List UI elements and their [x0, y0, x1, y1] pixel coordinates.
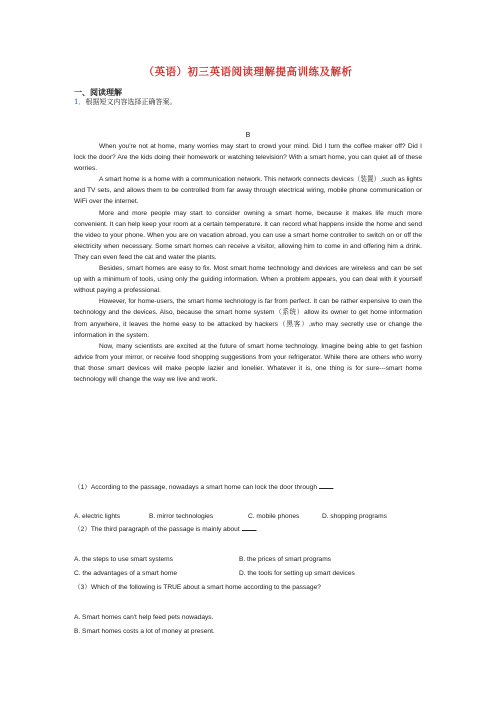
question-text: （3）Which of the following is TRUE about a smart home according to the passage? [74, 584, 321, 591]
question-end: . [332, 484, 335, 491]
paragraph: More and more people may start to consider owning a smart home, because it makes life much more convenient. It can help keep your room at a certain temperature. It can record what happens inside the home and send the video to your phone. When you are on vacation abroad, you can use a smart home controller to switch on or off the electricity when necessary. Some smart homes can receive a visitor, allowing him to come in and offering him a drink. They can even feed the cat and water the plants. [74, 209, 422, 261]
question-1-stem [74, 482, 335, 493]
paragraph: Besides, smart homes are easy to fix. Most smart home technology and devices are wireless and can be set up with a minimum of tools, using only the guiding information. When a problem appears, you can deal with it yourself without paying a professional. [74, 265, 422, 295]
option-b[interactable]: B. Smart homes costs a lot of money at present. [74, 628, 215, 635]
passage-body [74, 141, 422, 385]
document-title: （英语）初三英语阅读理解提高训练及解析 [143, 66, 353, 78]
question-number: 1． [74, 98, 86, 106]
question-text: （1）According to the passage, nowadays a smart home can lock the door through [74, 484, 318, 491]
instruction-text: 根据短文内容选择正确答案。 [85, 98, 177, 106]
passage-label: B [245, 132, 251, 139]
question-3-stem [74, 582, 321, 593]
option-b[interactable]: B. the prices of smart programs [239, 556, 331, 563]
question-end: . [255, 526, 258, 533]
section-heading: 一、阅读理解 [74, 88, 122, 97]
paragraph: Now, many scientists are excited at the future of smart home technology. Imagine being able to get fashion advice from your mirror, or receive food shopping suggestions from your refrigerator. While there are others who worry that those smart devices will make people lazier and lonelier. Whatever it is, one thing is for sure---smart home technology will change the way we live and work. [74, 342, 422, 383]
option-a[interactable]: A. the steps to use smart systems [74, 556, 173, 563]
option-b[interactable]: B. mirror technologies [149, 513, 214, 520]
paragraph: However, for home-users, the smart home technology is far from perfect. It can be rather expensive to own the technology and the devices. Also, because the smart home system（系统）allow its owner to get home information from anywhere, it leaves the home easy to be attacked by hackers（黑客）,who may secretly use or change the information in the system. [74, 298, 422, 339]
option-d[interactable]: D. the tools for setting up smart devices [239, 570, 355, 577]
answer-blank[interactable] [242, 524, 256, 531]
option-c[interactable]: C. mobile phones [248, 513, 300, 520]
paragraph: When you're not at home, many worries may start to crowd your mind. Did I turn the coffee maker off? Did I lock the door? Are the kids doing their homework or watching television? With a smart home, you can quiet all of these worries. [74, 143, 422, 173]
question-text: （2）The third paragraph of the passage is mainly about [74, 526, 240, 533]
option-a[interactable]: A. electric lights [74, 513, 121, 520]
option-c[interactable]: C. the advantages of a smart home [74, 570, 177, 577]
paragraph: A smart home is a home with a communication network. This network connects devices（装置）,such as lights and TV sets, and allows them to be controlled from far away through electrical wiring, mobile phone communication or WiFi over the internet. [74, 176, 422, 206]
option-a[interactable]: A. Smart homes can't help feed pets nowadays. [74, 614, 214, 621]
option-d[interactable]: D. shopping programs [322, 513, 387, 520]
instruction [74, 97, 176, 107]
question-2-stem [74, 524, 257, 535]
answer-blank[interactable] [319, 482, 333, 489]
